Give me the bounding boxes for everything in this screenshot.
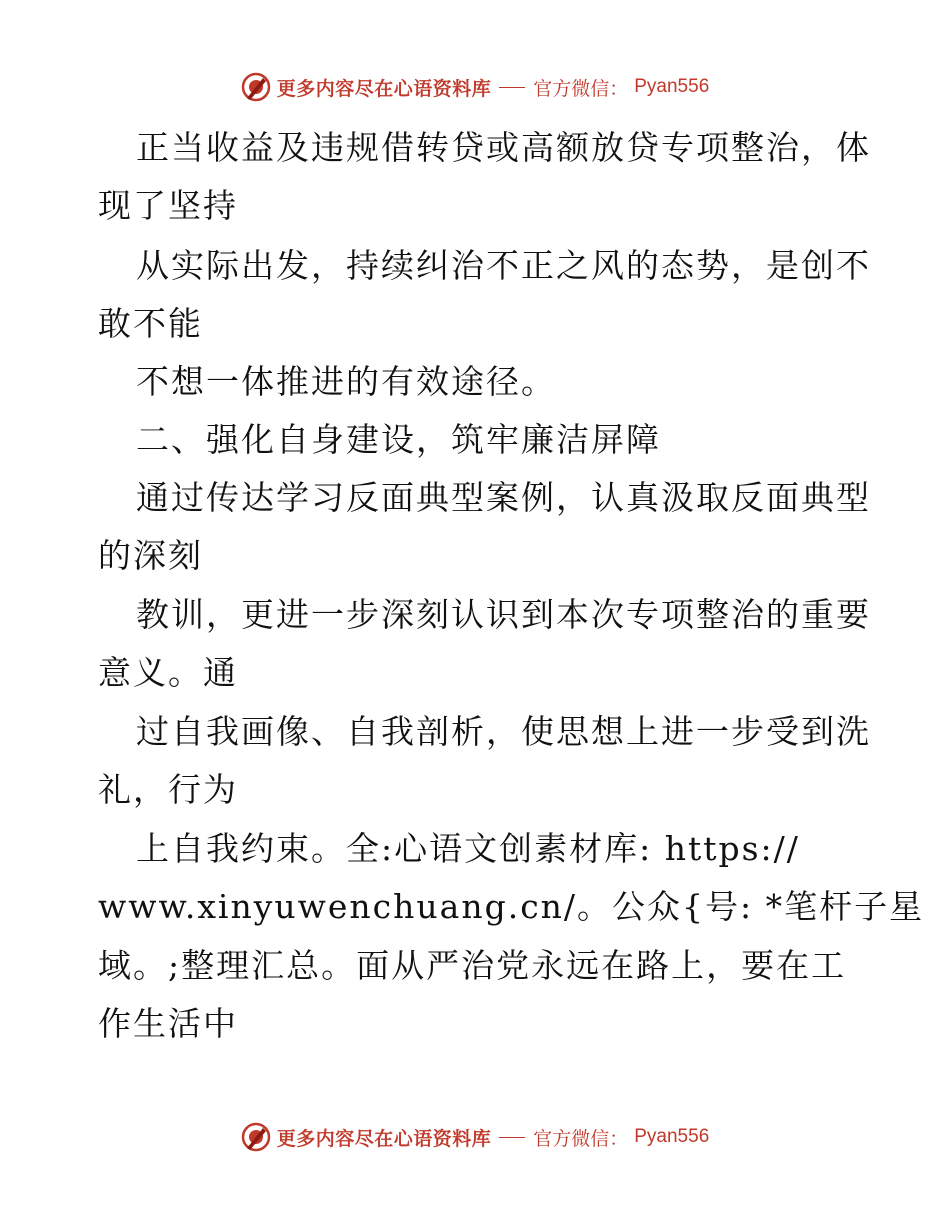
text-line: 正当收益及违规借转贷或高额放贷专项整治，体 (136, 128, 871, 167)
text-line: 的深刻 (98, 536, 203, 575)
banner-wechat-id: Pyan556 (634, 76, 710, 97)
banner-text: 更多内容尽在心语资料库 (276, 77, 492, 100)
section-heading: 二、强化自身建设，筑牢廉洁屏障 (136, 420, 661, 459)
text-line: 通过传达学习反面典型案例，认真汲取反面典型 (136, 478, 871, 517)
text-line: 现了坚持 (98, 186, 238, 225)
pen-logo-icon (241, 1122, 271, 1152)
text-line: 从实际出发，持续纠治不正之风的态势，是创不 (136, 246, 871, 285)
footer-banner (0, 1122, 950, 1152)
text-line: 上自我约束。全:心语文创素材库: https:// (136, 829, 800, 868)
banner-wechat-label: 官方微信： (533, 77, 629, 100)
text-line: 敢不能 (98, 304, 203, 343)
text-line: 作生活中 (98, 1004, 238, 1043)
banner-separator (499, 87, 525, 88)
banner-wechat-id: Pyan556 (634, 1126, 710, 1147)
banner-separator (499, 1137, 525, 1138)
text-line: 不想一体推进的有效途径。 (136, 362, 556, 401)
text-line: 过自我画像、自我剖析，使思想上进一步受到洗 (136, 712, 871, 751)
text-line: 教训，更进一步深刻认识到本次专项整治的重要 (136, 595, 871, 634)
header-banner (0, 72, 950, 102)
text-line: 礼，行为 (98, 770, 238, 809)
pen-logo-icon (241, 72, 271, 102)
banner-wechat-label: 官方微信： (533, 1127, 629, 1150)
text-line: 意义。通 (98, 653, 238, 692)
text-line: www.xinyuwenchuang.cn/。公众{号: *笔杆子星 (98, 887, 925, 926)
text-line: 域。;整理汇总。面从严治党永远在路上，要在工 (98, 946, 847, 985)
banner-text: 更多内容尽在心语资料库 (276, 1127, 492, 1150)
